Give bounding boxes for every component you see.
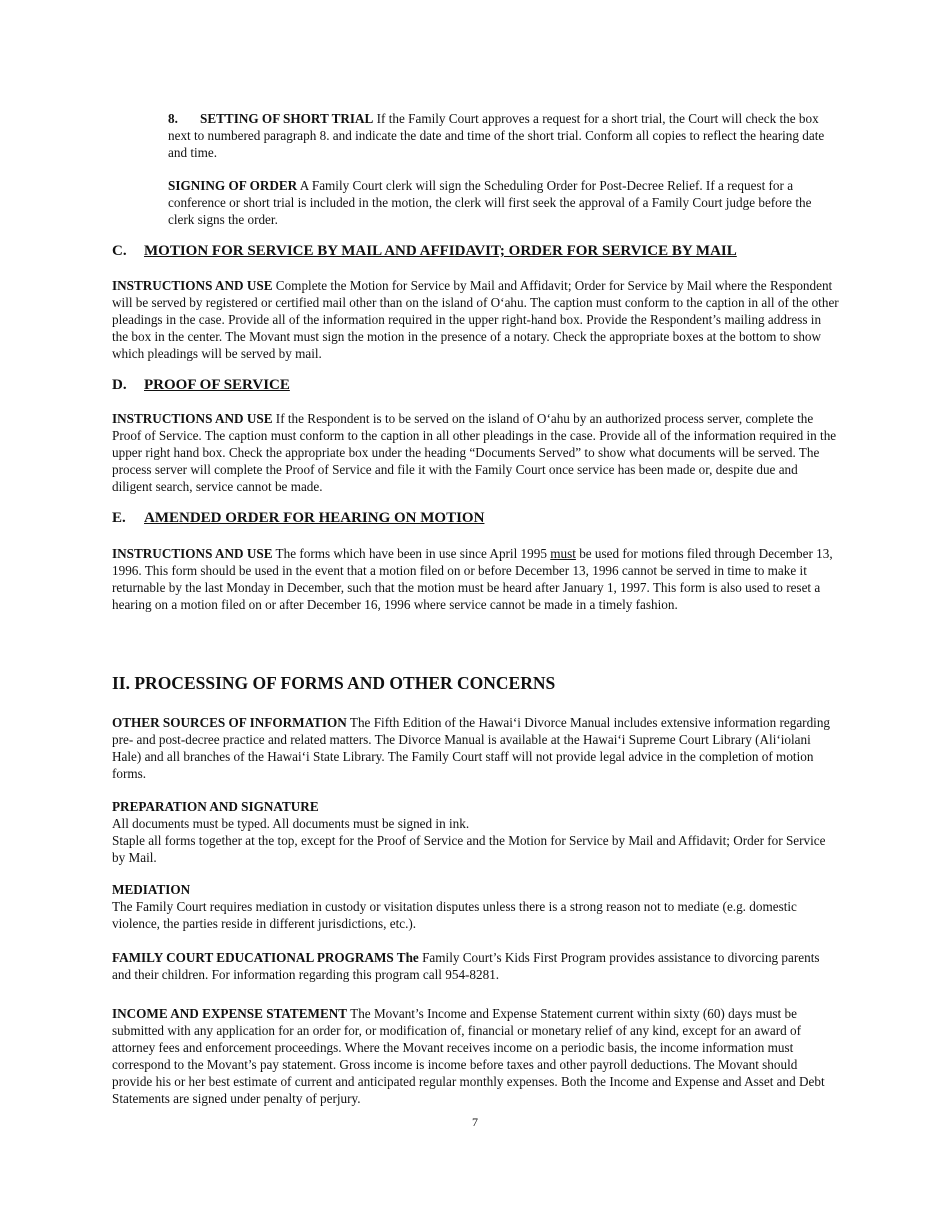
section-c-heading bbox=[112, 242, 737, 261]
mediation-text: The Family Court requires mediation in custody or visitation disputes unless there is a strong reason not to mediate (e.g. domestic violence, the parties reside in different jurisdictions, etc.). bbox=[112, 899, 797, 931]
educational-paragraph bbox=[112, 949, 840, 983]
income-text: The Movant’s Income and Expense Statement current within sixty (60) days must be submitted with any application for an order for, or modification of, financial or monetary relief of any kind, except for an award of attorney fees and enforcement proceedings. Where the Movant receives income on a periodic basis, the income information must correspond to the Movant’s pay statement. Gross income is income before taxes and other payroll deductions. The Movant should provide his or her best estimate of current and anticipated regular monthly expenses. Both the Income and Expense and Asset and Debt Statements are signed under penalty of perjury. bbox=[112, 1006, 825, 1106]
mediation-section bbox=[112, 881, 840, 932]
other-sources-paragraph bbox=[112, 714, 840, 782]
other-sources-heading: OTHER SOURCES OF INFORMATION bbox=[112, 715, 347, 730]
item-8-text: If the Family Court approves a request for a short trial, the Court will check the box next to numbered paragraph 8. and indicate the date and time of the short trial. Conform all copies to reflect the hearing date and time. bbox=[168, 111, 825, 160]
educational-heading: FAMILY COURT EDUCATIONAL PROGRAMS The bbox=[112, 950, 419, 965]
section-d-subheading: INSTRUCTIONS AND USE bbox=[112, 411, 273, 426]
section-e-heading bbox=[112, 509, 484, 528]
section-d-title: PROOF OF SERVICE bbox=[144, 377, 290, 393]
item-8-heading: SETTING OF SHORT TRIAL bbox=[200, 111, 374, 126]
section-e-title: AMENDED ORDER FOR HEARING ON MOTION bbox=[144, 510, 485, 526]
section-e-text-before: The forms which have been in use since April 1995 bbox=[272, 546, 551, 561]
section-e-paragraph bbox=[112, 545, 840, 613]
other-sources-text: The Fifth Edition of the Hawai‘i Divorce Manual includes extensive information regarding pre- and post-decree practice and related matters. The Divorce Manual is available at the Hawai‘i Supreme Court Library (Ali‘iolani Hale) and all branches of the Hawai‘i State Library. The Family Court staff will not provide legal advice in the completion of motion forms. bbox=[112, 715, 831, 781]
preparation-section bbox=[112, 798, 840, 866]
preparation-line-1: All documents must be typed. All documents must be signed in ink. bbox=[112, 816, 470, 831]
section-d-paragraph bbox=[112, 410, 840, 495]
section-e-underlined-word: must bbox=[550, 546, 576, 561]
preparation-line-2: Staple all forms together at the top, except for the Proof of Service and the Motion for Service by Mail and Affidavit; Order for Service by Mail. bbox=[112, 833, 826, 865]
page-number: 7 bbox=[472, 1115, 478, 1129]
educational-text: Family Court’s Kids First Program provides assistance to divorcing parents and their children. For information regarding this program call 954-8281. bbox=[112, 950, 820, 982]
income-heading: INCOME AND EXPENSE STATEMENT bbox=[112, 1006, 348, 1021]
signing-text: A Family Court clerk will sign the Scheduling Order for Post-Decree Relief. If a request for a conference or short trial is included in the motion, the clerk will first seek the approval of a Family Court judge before the clerk signs the order. bbox=[168, 178, 812, 227]
section-e-letter: E. bbox=[112, 510, 126, 526]
section-c-paragraph bbox=[112, 277, 840, 362]
section-e-text-after: be used for motions filed through December 13, 1996. This form should be used in the event that a motion filed on or before December 13, 1996 cannot be served in time to make it returnable by the last Monday in December, such that the motion must be heard after January 1, 1997. This form is also used to reset a hearing on a motion filed on or after December 16, 1996 where service cannot be made in a timely fashion. bbox=[112, 546, 833, 612]
part-ii-heading: II. PROCESSING OF FORMS AND OTHER CONCERNS bbox=[112, 673, 556, 693]
section-c-letter: C. bbox=[112, 243, 127, 259]
income-paragraph bbox=[112, 1005, 840, 1107]
section-d-heading bbox=[112, 376, 290, 395]
preparation-heading: PREPARATION AND SIGNATURE bbox=[112, 799, 319, 814]
section-d-letter: D. bbox=[112, 377, 127, 393]
section-e-subheading: INSTRUCTIONS AND USE bbox=[112, 546, 273, 561]
section-c-text: Complete the Motion for Service by Mail and Affidavit; Order for Service by Mail where the Respondent will be served by registered or certified mail other than on the island of O‘ahu. The caption must conform to the caption in all of the other pleadings in the case. Provide all of the information required in the upper right-hand box. Provide the Respondent’s mailing address in the box in the center. The Movant must sign the motion in the presence of a notary. Check the appropriate boxes at the bottom to show which pleadings will be served by mail. bbox=[112, 278, 839, 361]
section-c-subheading: INSTRUCTIONS AND USE bbox=[112, 278, 273, 293]
signing-heading: SIGNING OF ORDER bbox=[168, 178, 298, 193]
mediation-heading: MEDIATION bbox=[112, 882, 191, 897]
signing-of-order-paragraph bbox=[168, 177, 840, 228]
section-c-title: MOTION FOR SERVICE BY MAIL AND AFFIDAVIT; ORDER FOR SERVICE BY MAIL bbox=[144, 243, 737, 259]
section-d-text: If the Respondent is to be served on the island of O‘ahu by an authorized process server, complete the Proof of Service. The caption must conform to the caption in all other pleadings in the case. Provide all of the information required in the upper right hand box. Check the appropriate box under the heading “Documents Served” to show what documents will be served. The process server will complete the Proof of Service and file it with the Family Court once service has been made or, despite due and diligent search, service cannot be made. bbox=[112, 411, 837, 494]
item-8-number: 8. bbox=[168, 111, 178, 126]
item-8-paragraph bbox=[168, 110, 840, 161]
